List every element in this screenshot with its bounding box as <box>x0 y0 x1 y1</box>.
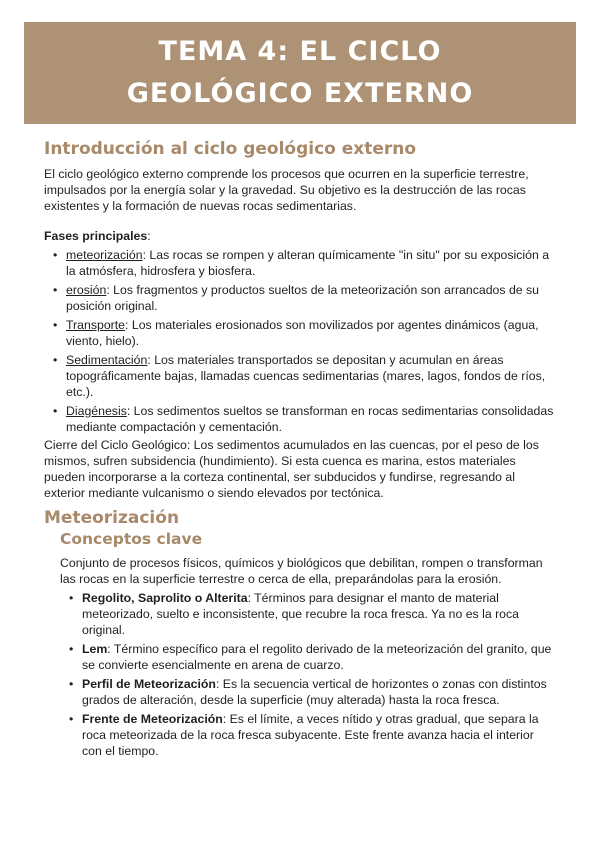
term-description: : Los materiales erosionados son movilizados por agentes dinámicos (agua, viento, hielo). <box>66 318 539 348</box>
term-diagenesis: Diagénesis <box>66 404 127 418</box>
title-banner <box>24 22 576 124</box>
term-description: : Términos para designar el manto de material meteorizado, suelto e inconsistente, que recubre la roca fresca. Ya no es la roca original. <box>82 591 520 637</box>
term-sedimentacion: Sedimentación <box>66 353 148 367</box>
list-item <box>44 711 554 759</box>
fases-label: Fases principales <box>44 229 148 243</box>
term-meteorizacion: meteorización <box>66 248 143 262</box>
list-item <box>44 403 554 435</box>
list-item <box>44 641 554 673</box>
meteorizacion-paragraph: Conjunto de procesos físicos, químicos y biológicos que debilitan, rompen o transforman las rocas en la superficie terrestre o cerca de ella, preparándolas para la erosión. <box>60 556 543 586</box>
term-description: : Los fragmentos y productos sueltos de la meteorización son arrancados de su posición original. <box>66 283 540 313</box>
list-item <box>44 282 554 314</box>
term-frente: Frente de Meteorización <box>82 712 223 726</box>
term-description: : Los materiales transportados se depositan y acumulan en áreas topográficamente bajas, llamadas cuencas sedimentarias (mares, lagos, fondos de ríos, etc.). <box>66 353 546 399</box>
document-body <box>44 138 554 759</box>
list-item <box>44 352 554 400</box>
term-perfil: Perfil de Meteorización <box>82 677 216 691</box>
list-item <box>44 247 554 279</box>
term-description: : Los sedimentos sueltos se transforman en rocas sedimentarias consolidadas mediante compactación y cementación. <box>66 404 554 434</box>
intro-paragraph: El ciclo geológico externo comprende los procesos que ocurren en la superficie terrestre, impulsados por la energía solar y la gravedad. Su objetivo es la destrucción de las rocas existentes y la formación de nuevas rocas sedimentarias. <box>44 167 529 213</box>
list-item <box>44 590 554 638</box>
list-item <box>44 317 554 349</box>
fases-list <box>44 247 554 435</box>
term-transporte: Transporte <box>66 318 126 332</box>
term-lem: Lem <box>82 642 108 656</box>
conceptos-list <box>44 590 554 759</box>
list-item <box>44 676 554 708</box>
intro-heading: Introducción al ciclo geológico externo <box>44 139 417 159</box>
page-title: TEMA 4: EL CICLO GEOLÓGICO EXTERNO <box>126 36 474 109</box>
term-description: : Las rocas se rompen y alteran químicamente "in situ" por su exposición a la atmósfera, hidrosfera y biosfera. <box>66 248 550 278</box>
term-description: : Es la secuencia vertical de horizontes o zonas con distintos grados de alteración, desde la superficie (muy alterada) hasta la roca fresca. <box>82 677 547 707</box>
term-description: : Término específico para el regolito derivado de la meteorización del granito, que se convierte esencialmente en arena de cuarzo. <box>82 642 552 672</box>
meteorizacion-heading: Meteorización <box>44 508 180 528</box>
term-description: : Es el límite, a veces nítido y otras gradual, que separa la roca meteorizada de la roca fresca subyacente. Este frente avanza hacia el interior con el tiempo. <box>82 712 539 758</box>
cierre-paragraph: Cierre del Ciclo Geológico: Los sedimentos acumulados en las cuencas, por el peso de los mismos, sufren subsidencia (hundimiento). Si esta cuenca es marina, estos materiales pueden incorporarse a la corteza continental, ser subducidos y fundirse, regresando al exterior mediante vulcanismo o siendo elevados por tectónica. <box>44 438 539 500</box>
term-erosion: erosión <box>66 283 107 297</box>
term-regolito: Regolito, Saprolito o Alterita <box>82 591 248 605</box>
conceptos-subheading: Conceptos clave <box>60 530 203 548</box>
fases-heading <box>44 228 554 244</box>
fases-colon: : <box>147 229 151 243</box>
